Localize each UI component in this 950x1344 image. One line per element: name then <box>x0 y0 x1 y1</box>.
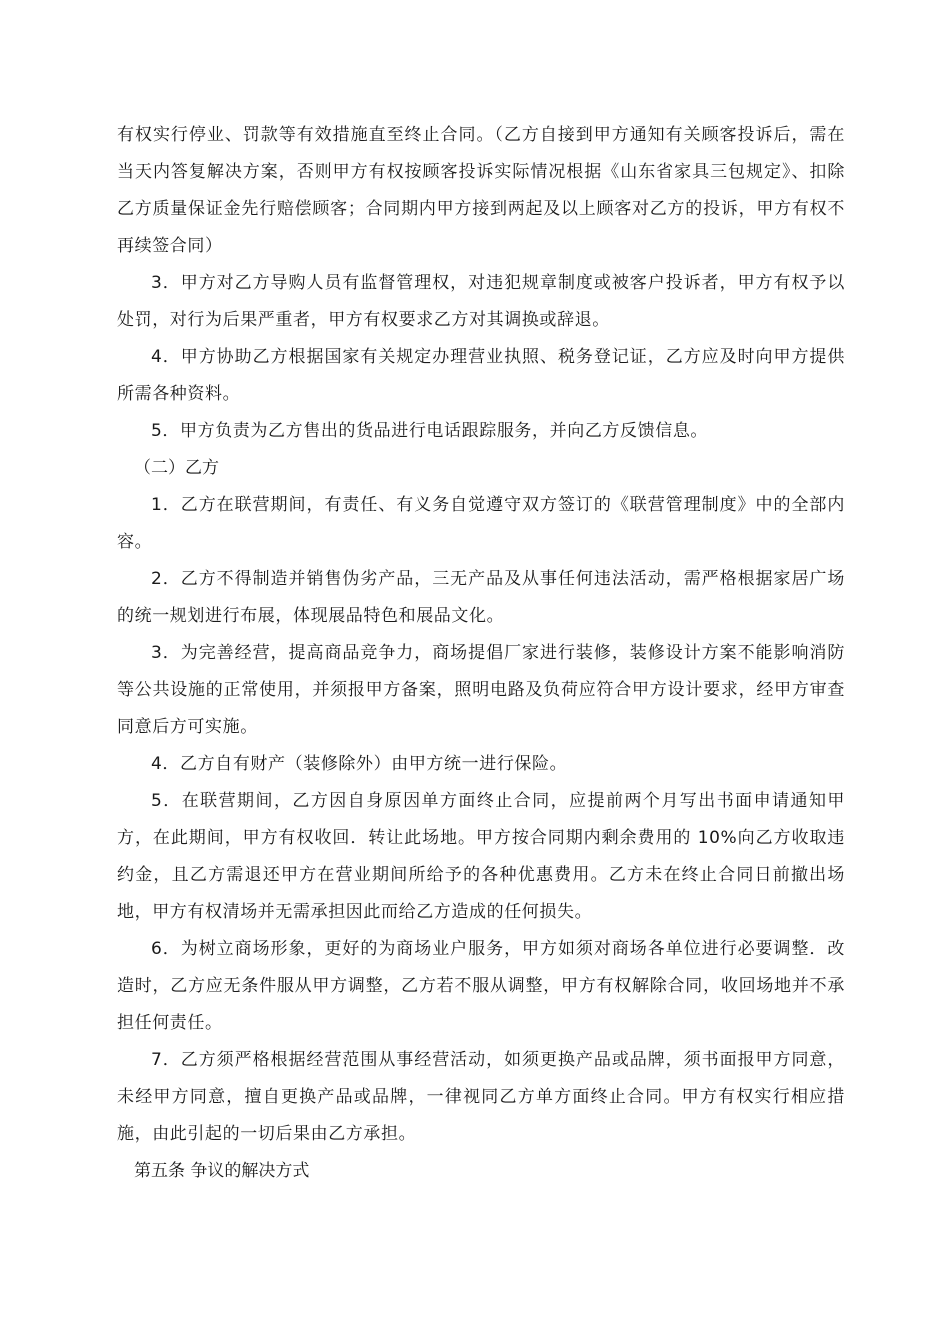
paragraph-party-b-item-2: 2．乙方不得制造并销售伪劣产品，三无产品及从事任何违法活动，需严格根据家居广场的统一规划进行布展，体现展品特色和展品文化。 <box>117 569 845 626</box>
paragraph-party-b-item-4: 4．乙方自有财产（装修除外）由甲方统一进行保险。 <box>151 754 568 774</box>
article-heading: 第五条 争议的解决方式 <box>134 1161 310 1181</box>
paragraph-party-b-item-3: 3．为完善经营，提高商品竞争力，商场提倡厂家进行装修，装修设计方案不能影响消防等公共设施的正常使用，并须报甲方备案，照明电路及负荷应符合甲方设计要求，经甲方审查同意后方可实施。 <box>117 643 845 737</box>
paragraph-party-b-item-6: 6．为树立商场形象，更好的为商场业户服务，甲方如须对商场各单位进行必要调整．改造时，乙方应无条件服从甲方调整，乙方若不服从调整，甲方有权解除合同，收回场地并不承担任何责任。 <box>117 939 845 1033</box>
document-page <box>117 117 845 1190</box>
paragraph-party-b-item-7: 7．乙方须严格根据经营范围从事经营活动，如须更换产品或品牌，须书面报甲方同意，未经甲方同意，擅自更换产品或品牌，一律视同乙方单方面终止合同。甲方有权实行相应措施，由此引起的一切后果由乙方承担。 <box>117 1050 845 1144</box>
paragraph-party-a-item-4: 4．甲方协助乙方根据国家有关规定办理营业执照、税务登记证，乙方应及时向甲方提供所需各种资料。 <box>117 347 845 404</box>
paragraph-continuation: 有权实行停业、罚款等有效措施直至终止合同。（乙方自接到甲方通知有关顾客投诉后，需在当天内答复解决方案，否则甲方有权按顾客投诉实际情况根据《山东省家具三包规定》、扣除乙方质量保证金先行赔偿顾客；合同期内甲方接到两起及以上顾客对乙方的投诉，甲方有权不再续签合同） <box>117 125 845 256</box>
paragraph-party-b-item-5: 5．在联营期间，乙方因自身原因单方面终止合同，应提前两个月写出书面申请通知甲方，在此期间，甲方有权收回．转让此场地。甲方按合同期内剩余费用的 10%向乙方收取违约金，且乙方需退还甲方在营业期间所给予的各种优惠费用。乙方未在终止合同日前撤出场地，甲方有权清场并无需承担因此而给乙方造成的任何损失。 <box>117 791 845 922</box>
section-heading-party-b: （二）乙方 <box>134 458 219 478</box>
paragraph-party-a-item-3: 3．甲方对乙方导购人员有监督管理权，对违犯规章制度或被客户投诉者，甲方有权予以处罚，对行为后果严重者，甲方有权要求乙方对其调换或辞退。 <box>117 273 845 330</box>
paragraph-party-b-item-1: 1．乙方在联营期间，有责任、有义务自觉遵守双方签订的《联营管理制度》中的全部内容。 <box>117 495 845 552</box>
paragraph-party-a-item-5: 5．甲方负责为乙方售出的货品进行电话跟踪服务，并向乙方反馈信息。 <box>151 421 709 441</box>
